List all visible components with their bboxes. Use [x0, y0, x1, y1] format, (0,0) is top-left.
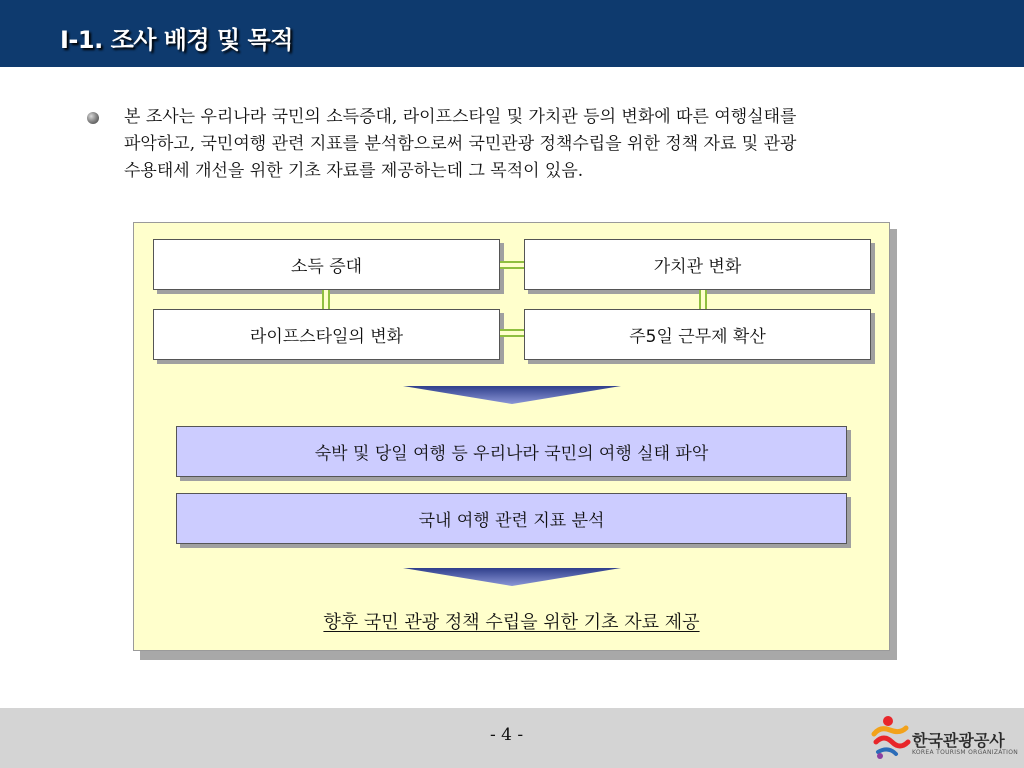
intro-paragraph: [124, 104, 944, 185]
connector-vertical: [699, 290, 707, 309]
down-arrow-icon: [403, 386, 621, 406]
header-bar: [0, 0, 1024, 67]
conclusion-text: [133, 608, 890, 634]
factor-workweek-box: 주5일 근무제 확산: [524, 309, 871, 360]
purpose-survey-box: 숙박 및 당일 여행 등 우리나라 국민의 여행 실태 파악: [176, 426, 847, 477]
bullet-icon: [87, 112, 99, 124]
page-title: I-1. 조사 배경 및 목적: [60, 26, 293, 54]
purpose-indicator-box: 국내 여행 관련 지표 분석: [176, 493, 847, 544]
factor-values-box: 가치관 변화: [524, 239, 871, 290]
factor-lifestyle-box: 라이프스타일의 변화: [153, 309, 500, 360]
page-number: - 4 -: [490, 725, 524, 745]
conclusion-label: 향후 국민 관광 정책 수립을 위한 기초 자료 제공: [323, 612, 700, 633]
kto-logo-icon: [866, 712, 916, 762]
logo-subtext: KOREA TOURISM ORGANIZATION: [912, 749, 1019, 756]
intro-line: 파악하고, 국민여행 관련 지표를 분석함으로써 국민관광 정책수립을 위한 정책 자료 및 관광: [124, 134, 797, 154]
factor-income-box: 소득 증대: [153, 239, 500, 290]
connector-vertical: [322, 290, 330, 309]
intro-line: 수용태세 개선을 위한 기초 자료를 제공하는데 그 목적이 있음.: [124, 161, 584, 181]
connector-horizontal: [500, 261, 524, 269]
down-arrow-icon: [403, 568, 621, 588]
connector-horizontal: [500, 329, 524, 337]
logo-text: 한국관광공사: [912, 731, 1005, 750]
intro-line: 본 조사는 우리나라 국민의 소득증대, 라이프스타일 및 가치관 등의 변화에 따른 여행실태를: [124, 107, 797, 127]
